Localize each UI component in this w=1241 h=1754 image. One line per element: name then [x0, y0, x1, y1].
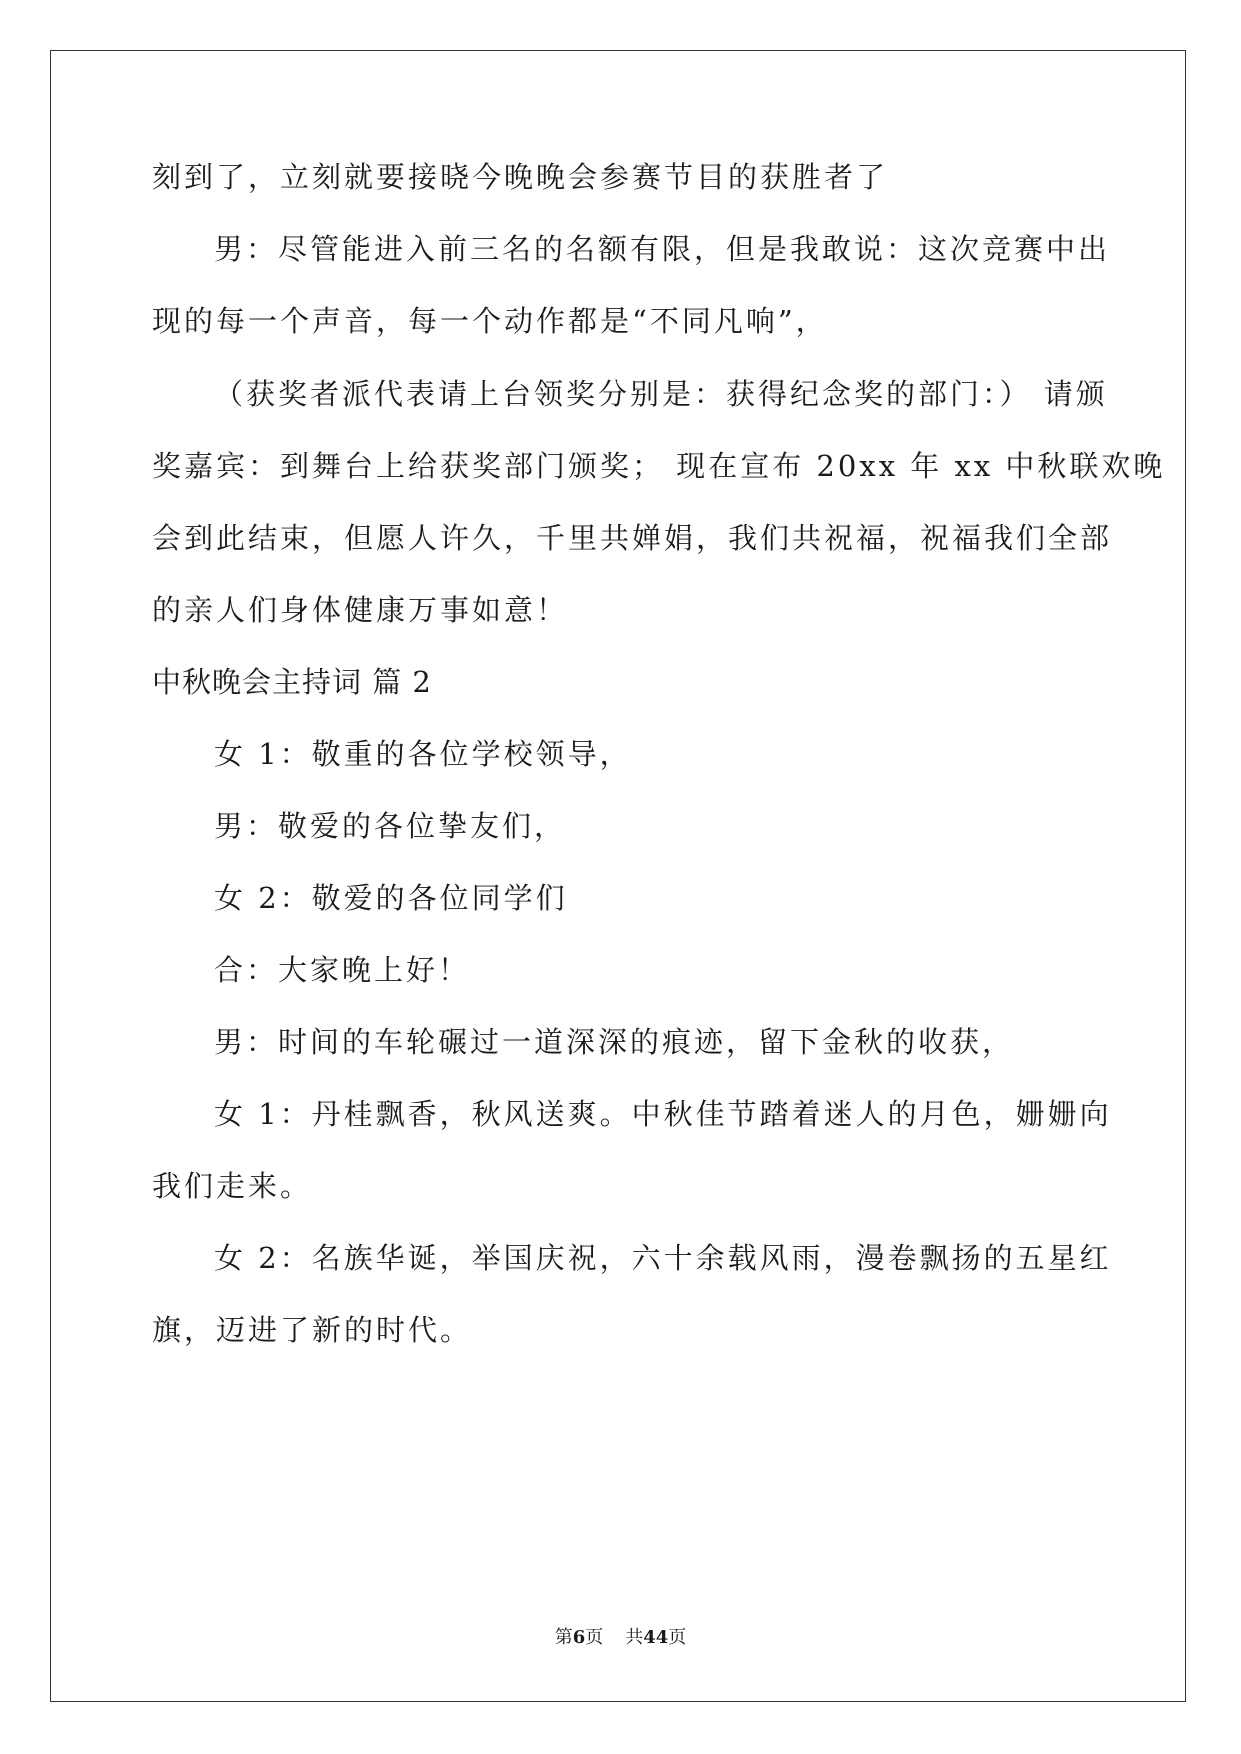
text-line: （获奖者派代表请上台领奖分别是：获得纪念奖的部门：） 请颁 — [214, 377, 1108, 411]
page-number: 6 — [572, 1627, 586, 1648]
text-line: 奖嘉宾：到舞台上给获奖部门颁奖； 现在宣布 20xx 年 xx 中秋联欢晚 — [152, 449, 1166, 483]
text-line: 女 2：敬爱的各位同学们 — [214, 881, 568, 915]
page-suffix: 页 — [585, 1627, 604, 1648]
text-line: 现的每一个声音，每一个动作都是“不同凡响”， — [152, 304, 828, 338]
text-line: 女 1：丹桂飘香，秋风送爽。中秋佳节踏着迷人的月色，姗姗向 — [214, 1097, 1112, 1131]
page-border — [50, 50, 1186, 1702]
text-line: 男：敬爱的各位挚友们， — [214, 809, 567, 843]
total-prefix: 共 — [625, 1627, 644, 1648]
text-line: 旗，迈进了新的时代。 — [152, 1313, 473, 1347]
section-heading: 中秋晚会主持词 篇 2 — [152, 665, 432, 699]
text-line: 的亲人们身体健康万事如意！ — [152, 593, 569, 627]
total-suffix: 页 — [668, 1627, 687, 1648]
text-line: 男：时间的车轮碾过一道深深的痕迹，留下金秋的收获， — [214, 1025, 1015, 1059]
text-line: 会到此结束，但愿人许久，千里共婵娟，我们共祝福，祝福我们全部 — [152, 521, 1113, 555]
total-pages: 44 — [643, 1627, 669, 1648]
text-line: 男：尽管能进入前三名的名额有限，但是我敢说：这次竞赛中出 — [214, 232, 1111, 266]
text-line: 合：大家晚上好！ — [214, 953, 471, 987]
text-line: 我们走来。 — [152, 1169, 313, 1203]
page-prefix: 第 — [554, 1627, 573, 1648]
text-line: 刻到了，立刻就要接晓今晚晚会参赛节目的获胜者了 — [152, 160, 889, 194]
page-footer — [0, 1626, 1241, 1650]
text-line: 女 2：名族华诞，举国庆祝，六十余载风雨，漫卷飘扬的五星红 — [214, 1241, 1112, 1275]
text-line: 女 1：敬重的各位学校领导， — [214, 737, 632, 771]
